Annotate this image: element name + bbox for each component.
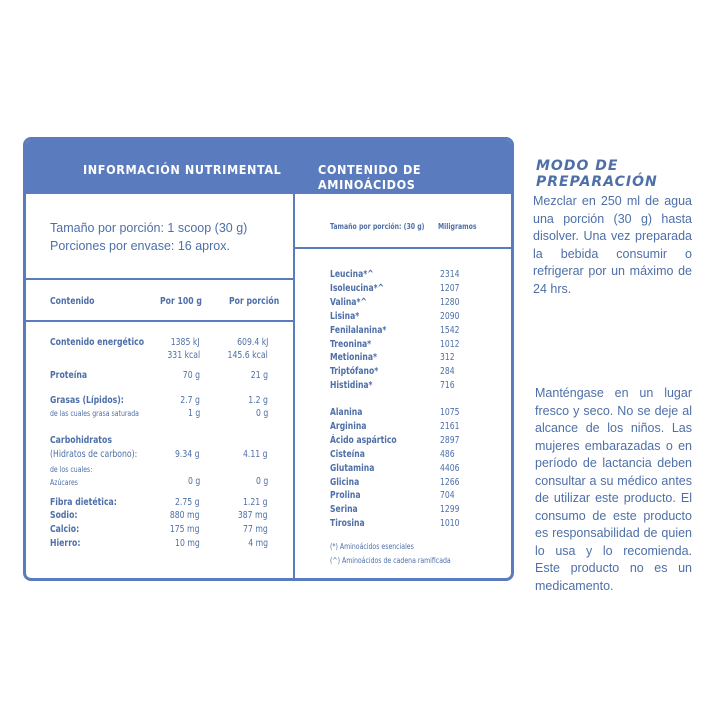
amino-name: Isoleucina*^ [330,282,385,294]
amino-name: Metionina* [330,352,378,364]
calcium-100: 175 mg [170,524,200,535]
sodium-label: Sodio: [50,510,78,521]
sugar-100: 0 g [187,476,200,487]
amino-mg: 1207 [440,282,460,294]
calcium-portion: 77 mg [243,524,268,535]
carbs-portion: 4.11 g [243,449,268,460]
amino-col-serving: Tamaño por porción: (30 g) [330,222,425,231]
amino-name: Prolina [330,490,361,502]
header-divider [26,320,293,322]
amino-name: Lisina* [330,310,360,322]
col-100g: Por 100 g [160,296,202,307]
amino-name: Serina [330,504,358,516]
saturated-fat-portion: 0 g [255,408,268,419]
amino-mg: 2161 [440,420,460,432]
iron-label: Hierro: [50,538,81,549]
carbs-label: Carbohidratos [50,435,112,446]
fiber-100: 2.75 g [175,497,200,508]
amino-title: CONTENIDO DE AMINOÁCIDOS [318,162,422,192]
protein-portion: 21 g [250,370,268,381]
amino-name: Glutamina [330,462,375,474]
nutrition-panel [23,137,514,581]
sugar-label: Azúcares [50,478,79,487]
iron-portion: 4 mg [248,538,268,549]
sodium-100: 880 mg [170,510,200,521]
panel-header [26,140,511,194]
col-content: Contenido [50,296,95,307]
saturated-fat-100: 1 g [187,408,200,419]
column-divider [293,194,295,581]
amino-mg: 1075 [440,407,460,418]
amino-mg: 1266 [440,476,460,488]
amino-name: Tirosina [330,518,365,530]
calcium-label: Calcio: [50,524,80,535]
servings-per-container: Porciones por envase: 16 aprox. [50,239,230,253]
amino-mg: 1010 [440,518,460,530]
amino-name: Valina*^ [330,296,367,308]
amino-mg: 1012 [440,338,460,350]
energy-label: Contenido energético [50,337,145,348]
carbs-100: 9.34 g [175,449,200,460]
amino-name: Histidina* [330,380,373,392]
fiber-label: Fibra dietética: [50,497,117,508]
iron-100: 10 mg [175,538,200,549]
amino-mg: 486 [440,448,455,460]
fats-label: Grasas (Lípidos): [50,395,124,406]
amino-mg: 1542 [440,324,460,336]
sugar-portion: 0 g [255,476,268,487]
fats-portion: 1.2 g [248,395,268,406]
amino-mg: 2314 [440,269,460,280]
amino-mg: 312 [440,352,455,364]
amino-name: Ácido aspártico [330,434,397,446]
amino-name: Glicina [330,476,360,488]
amino-mg: 716 [440,380,455,392]
amino-name: Arginina [330,420,367,432]
amino-name: Fenilalanina* [330,324,387,336]
amino-name: Triptófano* [330,366,379,378]
note-branched: (^) Aminoácidos de cadena ramificada [330,556,451,565]
serving-divider [26,278,293,280]
amino-mg: 1299 [440,504,460,516]
nutrition-title: INFORMACIÓN NUTRIMENTAL [83,162,282,177]
serving-size: Tamaño por porción: 1 scoop (30 g) [50,221,248,235]
amino-mg: 4406 [440,462,460,474]
fiber-portion: 1.21 g [243,497,268,508]
carbs-of-which: de los cuales: [50,465,93,474]
amino-header-divider [295,247,514,249]
energy-kcal-portion: 145.6 kcal [227,350,268,361]
amino-name: Leucina*^ [330,269,374,280]
saturated-fat-label: de las cuales grasa saturada [50,409,139,418]
amino-name: Treonina* [330,338,372,350]
sodium-portion: 387 mg [238,510,268,521]
energy-kj-portion: 609.4 kJ [236,337,268,348]
amino-name: Cisteína [330,448,365,460]
amino-mg: 284 [440,366,455,378]
note-essential: (*) Aminoácidos esenciales [330,542,414,551]
amino-mg: 704 [440,490,455,502]
carbs-label-2: (Hidratos de carbono): [50,449,138,460]
warning-text: Manténgase en un lugar fresco y seco. No se deje al alcance de los niños. Las mujeres embarazadas o en período de lactancia deben consultar a su médico antes de utilizar este producto. El consumo de este producto es responsabilidad de quien lo usa y lo recomienda. Este producto no es un medicamento. [535,386,692,593]
col-portion: Por porción [229,296,280,307]
fats-100: 2.7 g [180,395,200,406]
amino-name: Alanina [330,407,363,418]
preparation-text: Mezclar en 250 ml de agua una porción (30 g) hasta disolver. Una vez preparada la bebida consumir o refrigerar por un máximo de 24 hrs. [533,194,692,296]
amino-mg: 2897 [440,434,460,446]
amino-mg: 1280 [440,296,460,308]
amino-mg: 2090 [440,310,460,322]
energy-kj-100: 1385 kJ [171,337,200,348]
preparation-title: MODO DE PREPARACIÓN [536,158,658,190]
amino-col-mg: Miligramos [438,222,477,231]
protein-label: Proteína [50,370,88,381]
energy-kcal-100: 331 kcal [167,350,200,361]
protein-100: 70 g [182,370,200,381]
